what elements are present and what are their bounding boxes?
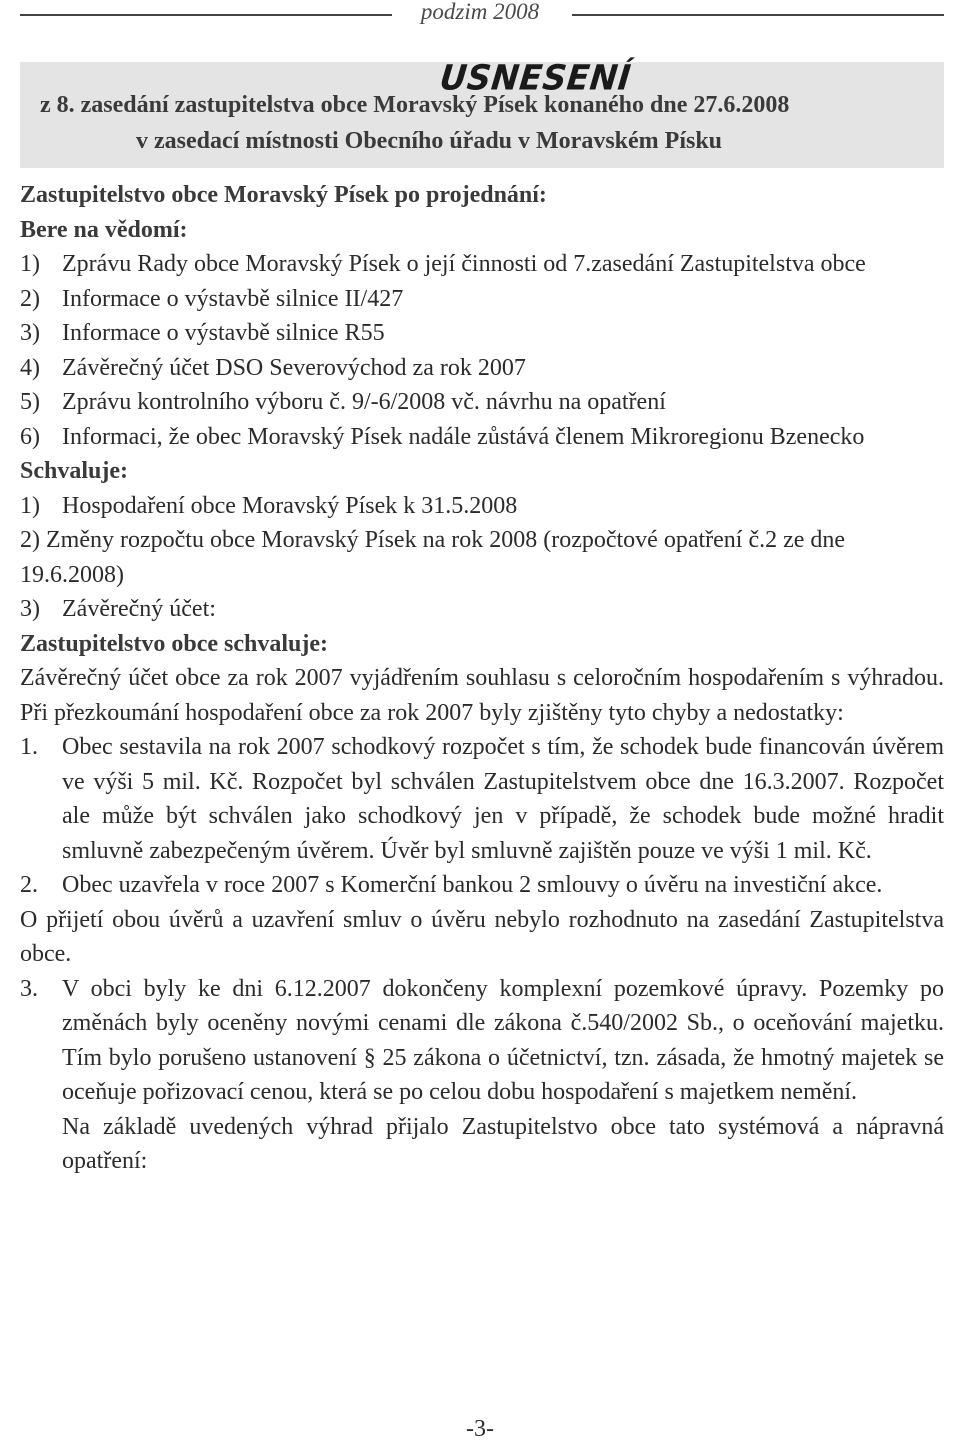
intro-heading: Zastupitelstvo obce Moravský Písek po projednání: [20,182,547,208]
item-text: Informaci, že obec Moravský Písek nadále zůstává členem Mikroregionu Bzenecko [62,423,865,450]
item-number: 4) [20,354,40,381]
item-number: 1) [20,251,40,277]
page-number: -3- [466,1416,494,1442]
list-item [20,316,944,351]
item-text: Závěrečný účet: [62,596,216,622]
banner-line-1: z 8. zasedání zastupitelstva obce Moravský Písek konaného dne 27.6.2008 [40,92,790,118]
list-item [20,868,944,903]
banner-line-2: v zasedací místnosti Obecního úřadu v Moravském Písku [136,128,723,154]
item-text: Obec uzavřela v roce 2007 s Komerční bankou 2 smlouvy o úvěru na investiční akce. [62,872,883,898]
list-item [20,592,944,627]
item-text: Obec sestavila na rok 2007 schodkový rozpočet s tím, že schodek bude financován úvěrem ve výši 5 mil. Kč. Rozpočet byl schválen Zastupitelstvem obce dne 16.3.2007. Rozpočet ale může být schválen jako schodkový jen v případě, že schodek bude možné hradit smluvně zabezpečeným úvěrem. Úvěr byl smluvně zajištěn pouze ve výši 1 mil. Kč. [62,734,944,864]
document-title: USNESENÍ [437,57,634,98]
list-item-wrapped [20,523,944,592]
zastupitelstvo-heading: Zastupitelstvo obce schvaluje: [20,630,328,657]
item-text: Závěrečný účet DSO Severovýchod za rok 2007 [62,354,526,381]
bere-heading: Bere na vědomí: [20,216,188,243]
item-number: 2) [20,527,40,553]
item-number: 6) [20,423,40,450]
schvaluje-heading: Schvaluje: [20,458,128,484]
item-text: Informace o výstavbě silnice R55 [62,320,385,346]
item-number: 5) [20,389,40,415]
list-item [20,420,944,455]
item-number: 3. [20,975,38,1002]
item-number: 2) [20,285,40,312]
header-rule-left [20,14,392,16]
item-number: 2. [20,872,38,898]
item-text: V obci byly ke dni 6.12.2007 dokončeny komplexní pozemkové úpravy. Pozemky po změnách byly oceněny novými cenami dle zákona č.540/2002 Sb., o oceňování majetku. Tím bylo porušeno ustanovení § 25 zákona o účetnictví, tzn. zásada, že hmotný majetek se oceňuje pořizovací cenou, která se po celou dobu hospodaření s majetkem nemění. [62,975,944,1105]
list-item [20,972,944,1110]
item-text: Zprávu Rady obce Moravský Písek o její činnosti od 7.zasedání Zastupitelstva obce [62,251,866,277]
list-item [20,385,944,420]
item-text: Informace o výstavbě silnice II/427 [62,285,404,312]
list-item [20,247,944,282]
list-item [20,489,944,524]
document-body [20,178,944,1179]
item-text: Zprávu kontrolního výboru č. 9/-6/2008 vč. návrhu na opatření [62,389,666,415]
list-item [20,730,944,868]
item-number: 1) [20,492,40,519]
closing-paragraph: Na základě uvedených výhrad přijalo Zastupitelstvo obce tato systémová a nápravná opatření: [62,1113,944,1174]
list-item [20,351,944,386]
title-banner [20,57,944,168]
header-label: podzim 2008 [420,0,540,24]
item-number: 3) [20,596,40,622]
item-text: Změny rozpočtu obce Moravský Písek na rok 2008 (rozpočtové opatření č.2 ze dne 19.6.2008) [20,527,846,588]
item-number: 1. [20,734,38,760]
list-item [20,282,944,317]
item-text: Hospodaření obce Moravský Písek k 31.5.2008 [62,492,518,519]
page-header [0,0,960,30]
note-paragraph: O přijetí obou úvěrů a uzavření smluv o úvěru nebylo rozhodnuto na zasedání Zastupitelstva obce. [20,906,944,967]
item-number: 3) [20,320,40,346]
header-rule-right [572,14,944,16]
zastupitelstvo-paragraph: Závěrečný účet obce za rok 2007 vyjádřením souhlasu s celoročním hospodařením s výhradou. Při přezkoumání hospodaření obce za rok 2007 byly zjištěny tyto chyby a nedostatky: [20,665,944,726]
